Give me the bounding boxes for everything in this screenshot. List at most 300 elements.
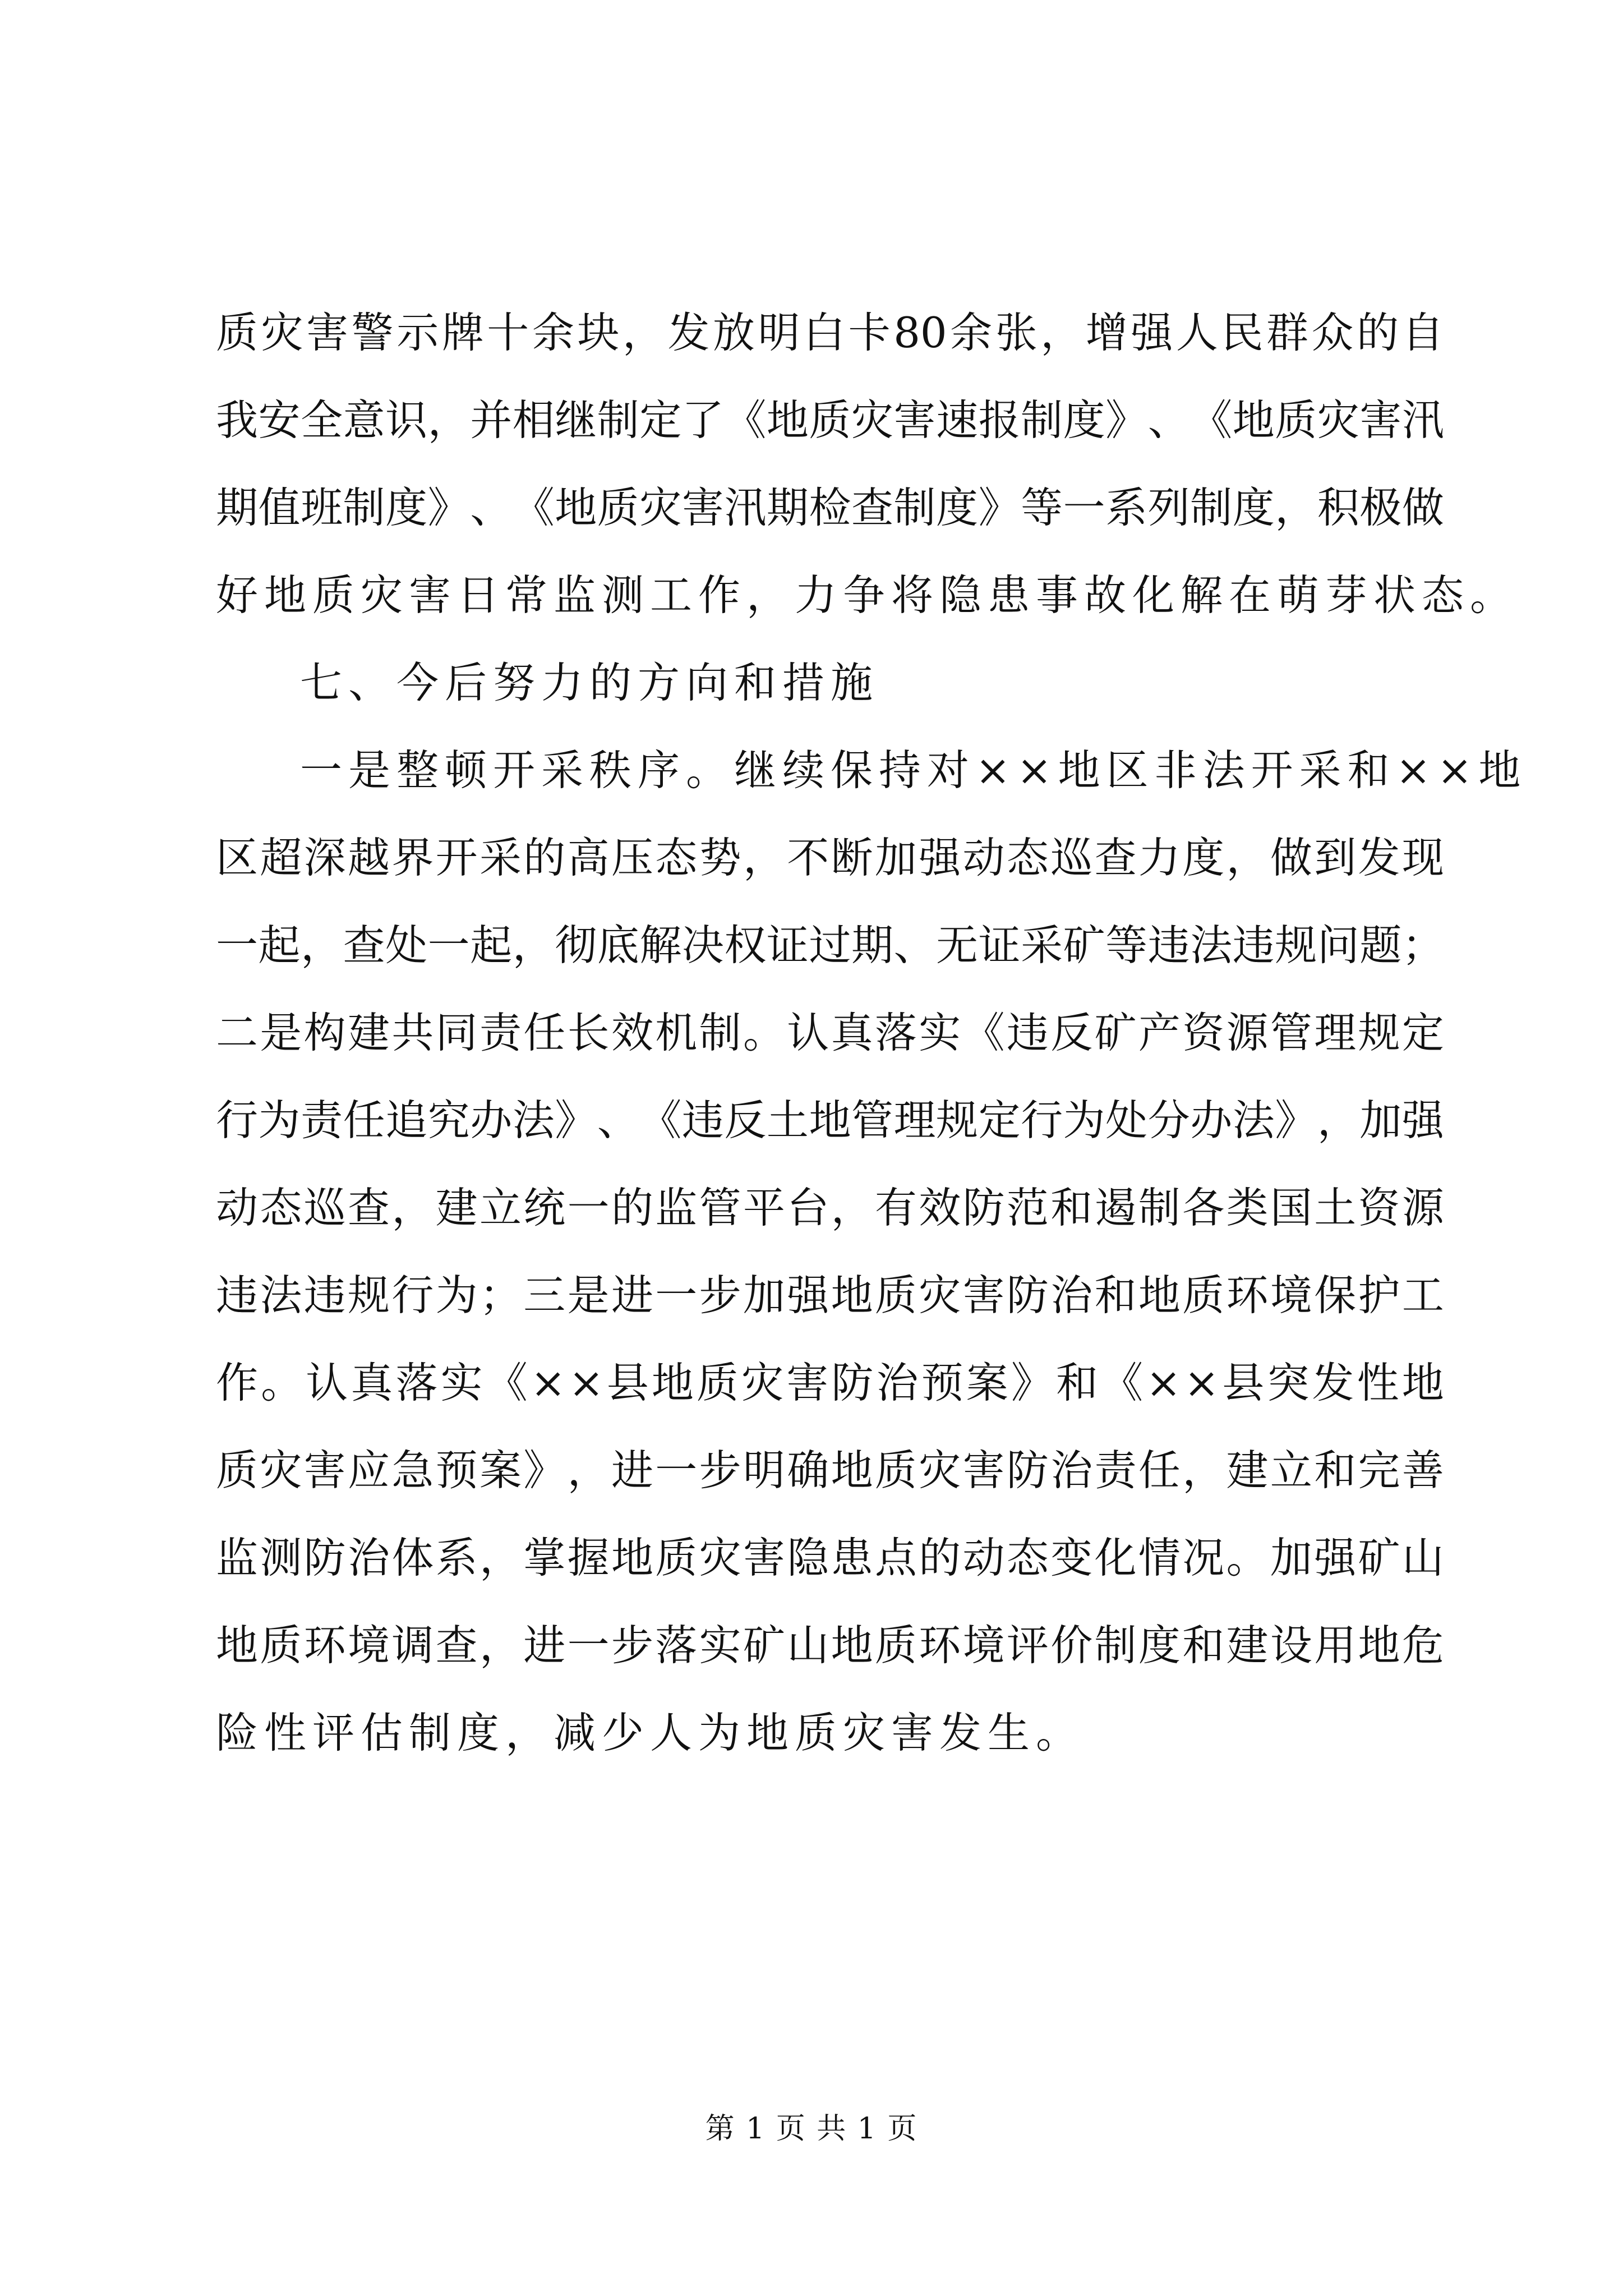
text-glyph: 规 <box>936 1096 979 1145</box>
text-glyph: 性 <box>1357 1358 1399 1407</box>
text-glyph: 期 <box>766 483 809 532</box>
text-glyph: 相 <box>512 395 555 445</box>
text-glyph: 过 <box>809 921 851 970</box>
text-glyph: 深 <box>303 833 346 882</box>
text-glyph: 灾 <box>699 1533 741 1582</box>
text-glyph: 起 <box>470 921 513 970</box>
text-glyph: 等 <box>1105 921 1148 970</box>
text-glyph: 法 <box>512 1096 555 1145</box>
text-glyph: 等 <box>1021 483 1063 532</box>
text-glyph: 牌 <box>441 308 484 357</box>
text-glyph: 民 <box>1221 308 1264 357</box>
text-glyph: 质 <box>809 395 851 445</box>
text-glyph: 害 <box>962 1446 1005 1495</box>
text-glyph: 效 <box>919 1183 961 1232</box>
text-glyph: 患 <box>831 1533 873 1582</box>
text-glyph: 的 <box>523 833 566 882</box>
text-glyph: ， <box>567 1446 610 1495</box>
text-line <box>216 1251 1444 1339</box>
text-glyph: 县 <box>1222 1358 1265 1407</box>
text-glyph: 开 <box>435 833 478 882</box>
text-glyph: 质 <box>597 483 639 532</box>
text-glyph: 预 <box>921 1358 963 1407</box>
text-glyph: 报 <box>978 395 1021 445</box>
text-glyph: 任 <box>523 1008 566 1057</box>
text-glyph: 隐 <box>787 1533 829 1582</box>
text-glyph: 立 <box>1270 1446 1312 1495</box>
text-glyph: 一 <box>567 1183 610 1232</box>
text-glyph: 块 <box>577 308 620 357</box>
text-glyph: 越 <box>347 833 390 882</box>
text-glyph: 问 <box>1317 921 1359 970</box>
text-glyph: 地 <box>1138 1271 1181 1320</box>
text-glyph: 况 <box>1182 1533 1225 1582</box>
text-glyph: 制 <box>1190 483 1233 532</box>
text-glyph: 和 <box>1094 1271 1137 1320</box>
text-glyph: 度 <box>385 483 428 532</box>
text-glyph: 台 <box>787 1183 829 1232</box>
text-glyph: 进 <box>611 1271 653 1320</box>
text-glyph: 安 <box>258 395 301 445</box>
text-glyph: 二 <box>216 1008 259 1057</box>
text-glyph: 制 <box>1094 1621 1137 1670</box>
text-glyph: 和 <box>1314 1446 1357 1495</box>
text-glyph: 地 <box>1401 1358 1444 1407</box>
text-glyph: 化 <box>1094 1533 1137 1582</box>
text-glyph: ， <box>1040 308 1083 357</box>
text-glyph: 分 <box>1147 1096 1190 1145</box>
text-glyph: 环 <box>1226 1271 1269 1320</box>
text-glyph: 班 <box>301 483 343 532</box>
text-glyph: 工 <box>1401 1271 1444 1320</box>
text-glyph: 灾 <box>851 395 893 445</box>
text-glyph: 构 <box>303 1008 346 1057</box>
text-glyph: 、 <box>893 921 936 970</box>
text-glyph: 《 <box>724 395 767 445</box>
text-glyph: 环 <box>919 1621 961 1670</box>
text-glyph: 建 <box>435 1183 478 1232</box>
text-line <box>216 1602 1444 1689</box>
text-glyph: 查 <box>435 1621 478 1670</box>
text-glyph: 我 <box>216 395 259 445</box>
text-glyph: 理 <box>893 1096 936 1145</box>
text-glyph: 制 <box>893 483 936 532</box>
text-glyph: 调 <box>391 1621 434 1670</box>
text-glyph: 加 <box>1270 1533 1312 1582</box>
text-glyph: 强 <box>1131 308 1173 357</box>
text-glyph: 地 <box>216 1621 259 1670</box>
text-glyph: 自 <box>1401 308 1444 357</box>
text-glyph: 十 <box>487 308 529 357</box>
text-glyph: 害 <box>743 1533 785 1582</box>
text-glyph: 国 <box>1270 1183 1312 1232</box>
text-glyph: 源 <box>1226 1008 1269 1057</box>
text-glyph: 进 <box>523 1621 566 1670</box>
text-glyph: 采 <box>479 833 522 882</box>
text-glyph: 80 <box>893 308 947 357</box>
text-glyph: 地 <box>555 483 597 532</box>
text-glyph: ， <box>1275 483 1317 532</box>
text-glyph: ， <box>1182 1446 1225 1495</box>
text-glyph: 任 <box>343 1096 385 1145</box>
text-glyph: 山 <box>1401 1533 1444 1582</box>
text-glyph: 建 <box>347 1008 390 1057</box>
text-glyph: 放 <box>713 308 755 357</box>
text-glyph: 高 <box>567 833 610 882</box>
text-glyph: 步 <box>699 1446 741 1495</box>
text-glyph: 规 <box>1358 1008 1400 1057</box>
text-glyph: 作 <box>216 1358 259 1407</box>
text-glyph: 机 <box>655 1008 698 1057</box>
text-glyph: 群 <box>1266 308 1309 357</box>
text-glyph: 落 <box>655 1621 698 1670</box>
text-glyph: 防 <box>1006 1271 1049 1320</box>
text-glyph: 加 <box>874 833 917 882</box>
text-glyph: 示 <box>396 308 439 357</box>
text-glyph: 动 <box>216 1183 259 1232</box>
text-glyph: 一 <box>567 1621 610 1670</box>
text-glyph: 制 <box>597 395 639 445</box>
text-glyph: 地 <box>831 1621 873 1670</box>
text-line <box>216 901 1444 989</box>
text-glyph: 强 <box>1314 1533 1357 1582</box>
text-glyph: ， <box>301 921 343 970</box>
text-glyph: 掌 <box>523 1533 566 1582</box>
text-glyph: 土 <box>1314 1183 1357 1232</box>
text-glyph: ， <box>743 833 785 882</box>
text-glyph: 值 <box>258 483 301 532</box>
text-glyph: 超 <box>260 833 302 882</box>
text-glyph: 管 <box>1270 1008 1312 1057</box>
text-glyph: 发 <box>1312 1358 1354 1407</box>
text-glyph: 一 <box>655 1271 698 1320</box>
text-glyph: 行 <box>1021 1096 1063 1145</box>
text-glyph: 张 <box>995 308 1038 357</box>
text-glyph: 质 <box>216 1446 259 1495</box>
text-glyph: 质 <box>216 308 259 357</box>
text-glyph: 监 <box>655 1183 698 1232</box>
text-line <box>216 1076 1444 1164</box>
text-glyph: 立 <box>479 1183 522 1232</box>
text-glyph: 强 <box>787 1271 829 1320</box>
text-glyph: 定 <box>978 1096 1021 1145</box>
text-glyph: 为 <box>1063 1096 1105 1145</box>
text-glyph: 产 <box>1138 1008 1181 1057</box>
text-glyph: 。 <box>261 1358 303 1407</box>
text-glyph: 度 <box>936 483 979 532</box>
text-glyph: 治 <box>347 1533 390 1582</box>
text-glyph: 法 <box>1190 921 1233 970</box>
text-glyph: 类 <box>1226 1183 1269 1232</box>
text-glyph: 设 <box>1270 1621 1312 1670</box>
text-glyph: ， <box>512 921 555 970</box>
text-glyph: 防 <box>962 1183 1005 1232</box>
text-glyph: 无 <box>936 921 979 970</box>
text-glyph: 实 <box>440 1358 483 1407</box>
text-glyph: 境 <box>1270 1271 1312 1320</box>
text-glyph: ， <box>1226 833 1269 882</box>
text-glyph: 、 <box>470 483 513 532</box>
text-glyph: 动 <box>962 833 1005 882</box>
text-glyph: 白 <box>803 308 846 357</box>
text-glyph: 态 <box>1006 833 1049 882</box>
text-glyph: 识 <box>385 395 428 445</box>
text-line <box>216 376 1444 464</box>
text-glyph: 防 <box>1006 1446 1049 1495</box>
text-glyph: 》 <box>1275 1096 1317 1145</box>
text-glyph: 。 <box>743 1008 785 1057</box>
text-glyph: 增 <box>1085 308 1128 357</box>
text-glyph: 一 <box>1063 483 1105 532</box>
text-glyph: 规 <box>347 1271 390 1320</box>
text-glyph: 情 <box>1138 1533 1181 1582</box>
text-glyph: ， <box>391 1183 434 1232</box>
text-glyph: 质 <box>874 1271 917 1320</box>
text-glyph: 评 <box>1006 1621 1049 1670</box>
text-glyph: 系 <box>1105 483 1148 532</box>
text-glyph: 山 <box>787 1621 829 1670</box>
text-glyph: 制 <box>1138 1183 1181 1232</box>
text-glyph: 人 <box>1175 308 1218 357</box>
text-glyph: 发 <box>667 308 710 357</box>
text-glyph: 警 <box>351 308 394 357</box>
text-glyph: 害 <box>1359 395 1402 445</box>
text-glyph: 真 <box>831 1008 873 1057</box>
text-glyph: 证 <box>766 921 809 970</box>
text-line: 一是整顿开采秩序。继续保持对××地区非法开采和××地 <box>300 746 1527 795</box>
text-glyph: 《 <box>962 1008 1005 1057</box>
text-glyph: 矿 <box>1063 921 1105 970</box>
text-glyph: 法 <box>260 1271 302 1320</box>
text-glyph: 地 <box>766 395 809 445</box>
text-glyph: × <box>530 1358 566 1407</box>
text-glyph: 行 <box>391 1271 434 1320</box>
text-glyph: 到 <box>1314 833 1357 882</box>
text-glyph: 质 <box>260 1621 302 1670</box>
text-glyph: 度 <box>1138 1621 1181 1670</box>
text-glyph: 决 <box>681 921 724 970</box>
text-line <box>216 464 1444 551</box>
text-glyph: 地 <box>1232 395 1275 445</box>
text-glyph: 区 <box>216 833 259 882</box>
text-glyph: 力 <box>1138 833 1181 882</box>
text-glyph: 质 <box>655 1533 698 1582</box>
text-glyph: 用 <box>1314 1621 1357 1670</box>
text-glyph: 害 <box>306 308 349 357</box>
text-glyph: 资 <box>1358 1183 1400 1232</box>
text-glyph: 害 <box>786 1358 829 1407</box>
text-glyph: 的 <box>611 1183 653 1232</box>
text-glyph: 平 <box>743 1183 785 1232</box>
text-glyph: 并 <box>470 395 513 445</box>
text-glyph: 强 <box>919 833 961 882</box>
text-glyph: 余 <box>532 308 574 357</box>
text-glyph: 进 <box>611 1446 653 1495</box>
text-glyph: 应 <box>347 1446 390 1495</box>
text-glyph: 列 <box>1147 483 1190 532</box>
text-glyph: 《 <box>512 483 555 532</box>
text-glyph: 地 <box>809 1096 851 1145</box>
text-line <box>216 814 1444 901</box>
text-glyph: 度 <box>1182 833 1225 882</box>
text-glyph: 害 <box>303 1446 346 1495</box>
text-glyph: 反 <box>724 1096 767 1145</box>
text-glyph: 法 <box>1232 1096 1275 1145</box>
text-glyph: 同 <box>435 1008 478 1057</box>
text-glyph: 断 <box>831 833 873 882</box>
text-glyph: 效 <box>611 1008 653 1057</box>
text-glyph: 治 <box>1050 1446 1093 1495</box>
text-glyph: 灾 <box>919 1271 961 1320</box>
text-glyph: 办 <box>1190 1096 1233 1145</box>
text-glyph: 灾 <box>919 1446 961 1495</box>
text-glyph: 汛 <box>724 483 767 532</box>
text-glyph: 追 <box>385 1096 428 1145</box>
text-glyph: 彻 <box>555 921 597 970</box>
text-glyph: 质 <box>1182 1271 1225 1320</box>
text-glyph: 为 <box>435 1271 478 1320</box>
text-glyph: 究 <box>427 1096 470 1145</box>
text-line: 险性评估制度，减少人为地质灾害发生。 <box>216 1708 1085 1757</box>
text-glyph: 各 <box>1182 1183 1225 1232</box>
text-glyph: 完 <box>1358 1446 1400 1495</box>
text-glyph: 一 <box>655 1446 698 1495</box>
text-glyph: 违 <box>303 1271 346 1320</box>
text-glyph: 握 <box>567 1533 610 1582</box>
text-glyph: 》 <box>978 483 1021 532</box>
text-glyph: 预 <box>435 1446 478 1495</box>
text-glyph: 价 <box>1050 1621 1093 1670</box>
text-glyph: 质 <box>874 1621 917 1670</box>
text-glyph: 众 <box>1311 308 1354 357</box>
text-glyph: ； <box>479 1271 522 1320</box>
text-line <box>216 1339 1444 1427</box>
text-glyph: 反 <box>1050 1008 1093 1057</box>
text-glyph: 灾 <box>1317 395 1359 445</box>
text-glyph: 一 <box>427 921 470 970</box>
text-glyph: 质 <box>697 1358 739 1407</box>
text-glyph: 、 <box>597 1096 639 1145</box>
text-glyph: 题 <box>1359 921 1402 970</box>
text-line <box>216 1514 1444 1602</box>
page-number-footer: 第 1 页 共 1 页 <box>705 2112 918 2146</box>
text-glyph: 压 <box>611 833 653 882</box>
text-glyph: 度 <box>1063 395 1105 445</box>
text-glyph: 矿 <box>1358 1533 1400 1582</box>
text-glyph: 了 <box>681 395 724 445</box>
text-glyph: 制 <box>1021 395 1063 445</box>
text-glyph: 地 <box>831 1446 873 1495</box>
text-glyph: 灾 <box>260 1446 302 1495</box>
text-glyph: 点 <box>874 1533 917 1582</box>
text-glyph: ， <box>479 1621 522 1670</box>
text-glyph: 《 <box>485 1358 528 1407</box>
text-glyph: 强 <box>1401 1096 1444 1145</box>
text-glyph: 定 <box>639 395 682 445</box>
text-glyph: 土 <box>766 1096 809 1145</box>
text-glyph: 《 <box>1101 1358 1144 1407</box>
text-glyph: 地 <box>1358 1621 1400 1670</box>
text-glyph: 现 <box>1401 833 1444 882</box>
text-glyph: 建 <box>1226 1621 1269 1670</box>
text-glyph: 极 <box>1359 483 1402 532</box>
text-glyph: 落 <box>874 1008 917 1057</box>
text-glyph: 和 <box>1056 1358 1099 1407</box>
text-glyph: ， <box>479 1533 522 1582</box>
text-glyph: 动 <box>962 1533 1005 1582</box>
text-glyph: 》 <box>1011 1358 1053 1407</box>
text-glyph: 的 <box>919 1533 961 1582</box>
text-glyph: 做 <box>1401 483 1444 532</box>
text-glyph: 境 <box>347 1621 390 1670</box>
text-glyph: 态 <box>655 833 698 882</box>
text-glyph: 处 <box>1105 1096 1148 1145</box>
text-glyph: 《 <box>1190 395 1233 445</box>
text-glyph: 善 <box>1401 1446 1444 1495</box>
text-glyph: × <box>568 1358 604 1407</box>
text-glyph: 发 <box>1358 833 1400 882</box>
text-glyph: 保 <box>1314 1271 1357 1320</box>
text-glyph: 是 <box>260 1008 302 1057</box>
text-glyph: 、 <box>1147 395 1190 445</box>
text-glyph: 做 <box>1270 833 1312 882</box>
text-glyph: 资 <box>1182 1008 1225 1057</box>
text-line: 好地质灾害日常监测工作，力争将隐患事故化解在萌芽状态。 <box>216 570 1519 620</box>
text-glyph: 违 <box>681 1096 724 1145</box>
text-glyph: 治 <box>1050 1271 1093 1320</box>
text-glyph: 共 <box>391 1008 434 1057</box>
text-glyph: 》 <box>1105 395 1148 445</box>
text-glyph: 不 <box>787 833 829 882</box>
text-glyph: 地 <box>611 1533 653 1582</box>
text-glyph: 确 <box>787 1446 829 1495</box>
text-glyph: 三 <box>523 1271 566 1320</box>
text-glyph: 》 <box>555 1096 597 1145</box>
text-glyph: 系 <box>435 1533 478 1582</box>
text-glyph: 有 <box>874 1183 917 1232</box>
text-glyph: 案 <box>479 1446 522 1495</box>
text-glyph: 一 <box>216 921 259 970</box>
text-glyph: 解 <box>639 921 682 970</box>
text-glyph: 查 <box>851 483 893 532</box>
text-glyph: 为 <box>258 1096 301 1145</box>
text-glyph: 意 <box>343 395 385 445</box>
text-glyph: 汛 <box>1401 395 1444 445</box>
text-glyph: ； <box>1401 921 1444 970</box>
text-glyph: ， <box>427 395 470 445</box>
text-glyph: 范 <box>1006 1183 1049 1232</box>
text-line <box>216 289 1444 376</box>
text-glyph: 态 <box>260 1183 302 1232</box>
text-glyph: 源 <box>1401 1183 1444 1232</box>
text-glyph: 长 <box>567 1008 610 1057</box>
text-glyph: 界 <box>391 833 434 882</box>
text-glyph: 测 <box>260 1533 302 1582</box>
text-glyph: 起 <box>258 921 301 970</box>
text-glyph: 检 <box>809 483 851 532</box>
text-glyph: 害 <box>681 483 724 532</box>
text-glyph: 采 <box>1021 921 1063 970</box>
text-glyph: 监 <box>216 1533 259 1582</box>
text-glyph: ， <box>1317 1096 1359 1145</box>
text-glyph: 治 <box>876 1358 919 1407</box>
text-glyph: × <box>1146 1358 1182 1407</box>
document-body <box>216 289 1527 1777</box>
text-glyph: × <box>1184 1358 1220 1407</box>
text-glyph: 违 <box>1147 921 1190 970</box>
text-glyph: 质 <box>874 1446 917 1495</box>
text-glyph: 建 <box>1226 1446 1269 1495</box>
